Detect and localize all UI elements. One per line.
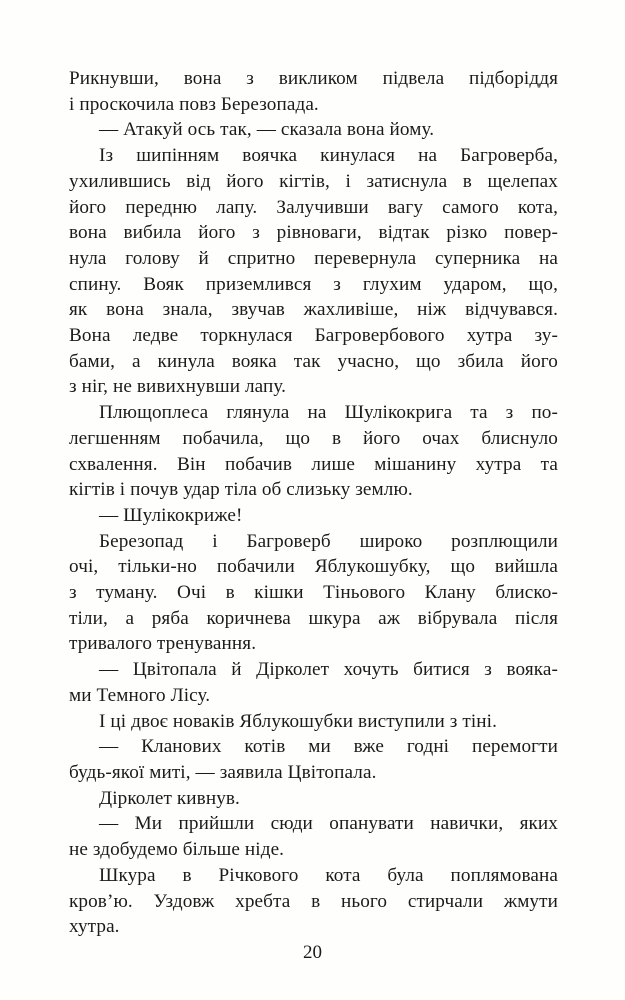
paragraph (69, 503, 558, 529)
text-line: Вона ледве торкнулася Багровербового хутра зу- (69, 325, 558, 347)
text-line: схвалення. Він побачив лише мішанину хутра та (69, 453, 558, 475)
paragraph (69, 66, 558, 117)
text-line: будь-якої миті, — заявила Цвітопала. (69, 761, 377, 783)
page-number: 20 (303, 942, 322, 963)
text-line: тривалого тренування. (69, 633, 257, 655)
text-line: хутра. (69, 916, 120, 938)
text-line: його передню лапу. Залучивши вагу самого кота, (69, 196, 558, 218)
text-line: Березопад і Багроверб широко розплющили (99, 530, 558, 552)
text-line: спину. Вояк приземлився з глухим ударом, що, (69, 273, 558, 295)
text-line: Плющоплеса глянула на Шулікокрига та з по- (99, 402, 558, 424)
paragraph (69, 863, 558, 940)
paragraph (69, 811, 558, 862)
text-line: — Ми прийшли сюди опанувати навички, яких (99, 813, 558, 835)
paragraph (69, 734, 558, 785)
text-line: Рикнувши, вона з викликом підвела підборіддя (69, 68, 558, 89)
text-line: вона вибила його з рівноваги, відтак різко повер- (69, 222, 558, 244)
text-line: ми Темного Лісу. (69, 684, 211, 706)
text-line: — Атакуй ось так, — сказала вона йому. (99, 119, 435, 141)
paragraph (69, 143, 558, 400)
text-line: — Кланових котів ми вже годні перемогти (99, 736, 558, 758)
text-line: з туману. Очі в кішки Тіньового Клану блиско- (69, 582, 558, 604)
text-line: Шкура в Річкового кота була поплямована (99, 864, 558, 886)
text-line: — Цвітопала й Дірколет хочуть битися з вояка- (99, 659, 558, 681)
text-line: Із шипінням воячка кинулася на Багроверба, (99, 145, 558, 167)
paragraph (69, 657, 558, 708)
text-line: І ці двоє новаків Яблукошубки виступили з тіні. (99, 710, 497, 732)
text-line: кров’ю. Уздовж хребта в нього стирчали жмути (69, 890, 558, 912)
paragraph (69, 117, 558, 143)
page-text (69, 66, 558, 940)
text-line: — Шулікокриже! (99, 504, 243, 526)
text-line: Дірколет кивнув. (99, 787, 240, 809)
text-line: нула голову й спритно перевернула суперника на (69, 247, 558, 269)
text-line: не здобудемо більше ніде. (69, 839, 285, 861)
paragraph (69, 529, 558, 658)
text-line: кігтів і почув удар тіла об слизьку землю. (69, 479, 413, 501)
text-line: бами, а кинула вояка так учасно, що збила його (69, 350, 558, 372)
paragraph (69, 709, 558, 735)
paragraph (69, 786, 558, 812)
text-line: як вона знала, звучав жахливіше, ніж відчувався. (69, 299, 558, 321)
paragraph (69, 400, 558, 503)
text-line: очі, тільки-но побачили Яблукошубку, що вийшла (69, 556, 558, 578)
text-line: і проскочила повз Березопада. (69, 93, 319, 115)
text-line: тіли, а ряба коричнева шкура аж вібрувала після (69, 607, 558, 629)
text-line: ухилившись від його кігтів, і затиснула в щелепах (69, 170, 558, 192)
text-line: з ніг, не вивихнувши лапу. (69, 376, 287, 398)
text-line: легшенням побачила, що в його очах блиснуло (69, 427, 558, 449)
